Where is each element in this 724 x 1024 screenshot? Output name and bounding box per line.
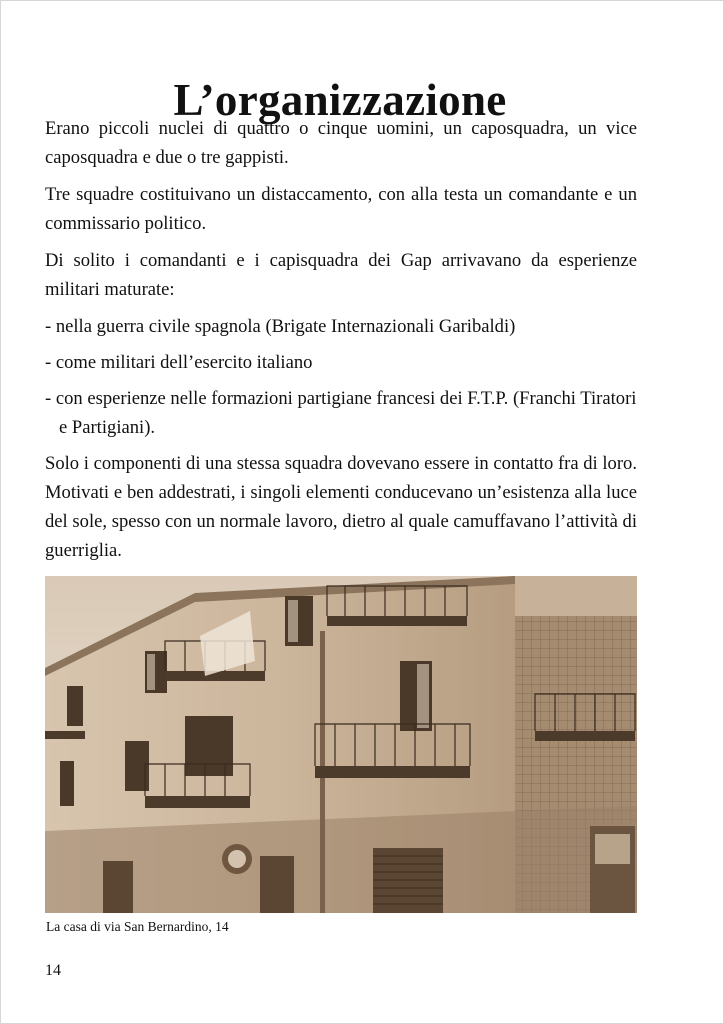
page-title: L’organizzazione (173, 75, 507, 126)
list-item: - con esperienze nelle formazioni partigiane francesi dei F.T.P. (Franchi Tiratori e Partigiani). (45, 388, 637, 438)
paragraph: Erano piccoli nuclei di quattro o cinque uomini, un caposquadra, un vice caposquadra e due o tre gappisti. (45, 118, 637, 168)
photo-caption: La casa di via San Bernardino, 14 (46, 919, 229, 934)
list-item: - nella guerra civile spagnola (Brigate Internazionali Garibaldi) (45, 316, 516, 337)
body-text (45, 114, 637, 610)
paragraph: Di solito i comandanti e i capisquadra dei Gap arrivavano da esperienze militari maturate: (45, 250, 637, 300)
list-item: - come militari dell’esercito italiano (45, 352, 313, 373)
paragraph: Solo i componenti di una stessa squadra dovevano essere in contatto fra di loro. Motivati e ben addestrati, i singoli elementi conducevano un’esistenza alla luce del sole, spesso con un normale lavoro, dietro al quale camuffavano l’attività di guerriglia. (45, 453, 637, 561)
building-photo (45, 576, 637, 913)
paragraph: Tre squadre costituivano un distaccamento, con alla testa un comandante e un commissario politico. (45, 184, 637, 234)
page-number: 14 (45, 962, 61, 979)
